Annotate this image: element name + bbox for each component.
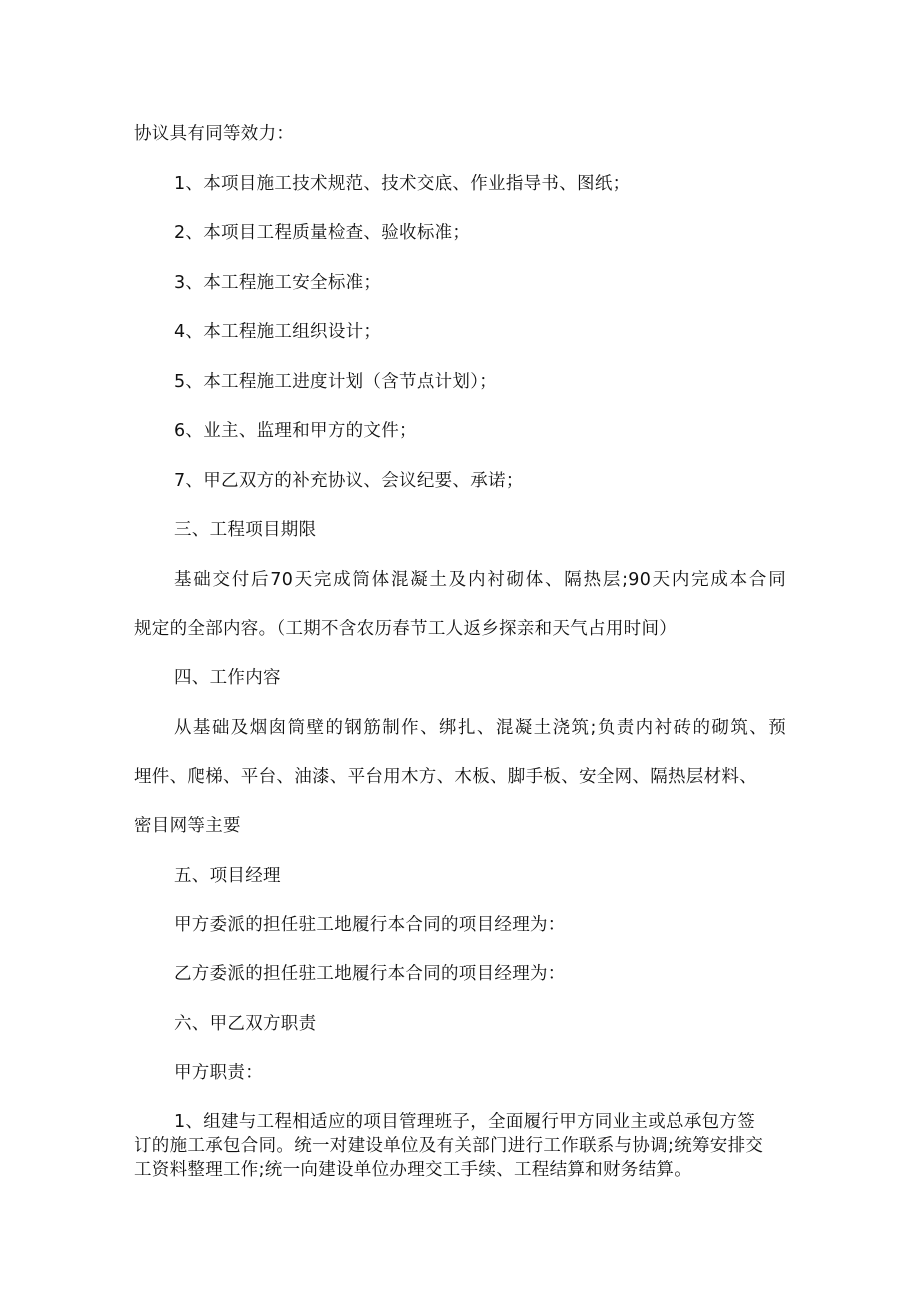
party-b-manager-line: 乙方委派的担任驻工地履行本合同的项目经理为： [174, 964, 566, 984]
list-item-4: 4、本工程施工组织设计； [174, 322, 382, 342]
sub-heading-party-a-duties: 甲方职责： [174, 1063, 263, 1083]
list-item-1: 1、本项目施工技术规范、技术交底、作业指导书、图纸； [174, 174, 631, 194]
list-item-2: 2、本项目工程质量检查、验收标准； [174, 223, 471, 243]
paragraph-line: 从基础及烟囱筒壁的钢筋制作、绑扎、混凝土浇筑;负责内衬砖的砌筑、预 [174, 718, 786, 738]
paragraph-line: 订的施工承包合同。统一对建设单位及有关部门进行工作联系与协调;统筹安排交 [134, 1136, 764, 1156]
section-heading-project-period: 三、工程项目期限 [174, 520, 317, 540]
paragraph-line: 规定的全部内容。（工期不含农历春节工人返乡探亲和天气占用时间） [134, 619, 678, 639]
party-a-manager-line: 甲方委派的担任驻工地履行本合同的项目经理为： [174, 915, 566, 935]
paragraph-line: 埋件、爬梯、平台、油漆、平台用木方、木板、脚手板、安全网、隔热层材料、 [134, 767, 757, 787]
section-heading-responsibilities: 六、甲乙双方职责 [174, 1014, 317, 1034]
list-item-7: 7、甲乙双方的补充协议、会议纪要、承诺； [174, 471, 524, 491]
list-item-5: 5、本工程施工进度计划（含节点计划）； [174, 372, 498, 392]
paragraph-line: 基础交付后70天完成筒体混凝土及内衬砌体、隔热层;90天内完成本合同 [174, 570, 786, 590]
list-item-3: 3、本工程施工安全标准； [174, 273, 382, 293]
section-heading-project-manager: 五、项目经理 [174, 866, 281, 886]
section-heading-work-content: 四、工作内容 [174, 668, 281, 688]
paragraph-line: 密目网等主要 [134, 816, 241, 836]
paragraph-line-continuation: 协议具有同等效力： [134, 124, 295, 144]
list-item-6: 6、业主、监理和甲方的文件； [174, 421, 417, 441]
paragraph-line: 工资料整理工作;统一向建设单位办理交工手续、工程结算和财务结算。 [134, 1160, 692, 1180]
paragraph-line: 1、组建与工程相适应的项目管理班子，全面履行甲方同业主或总承包方签 [174, 1112, 756, 1132]
